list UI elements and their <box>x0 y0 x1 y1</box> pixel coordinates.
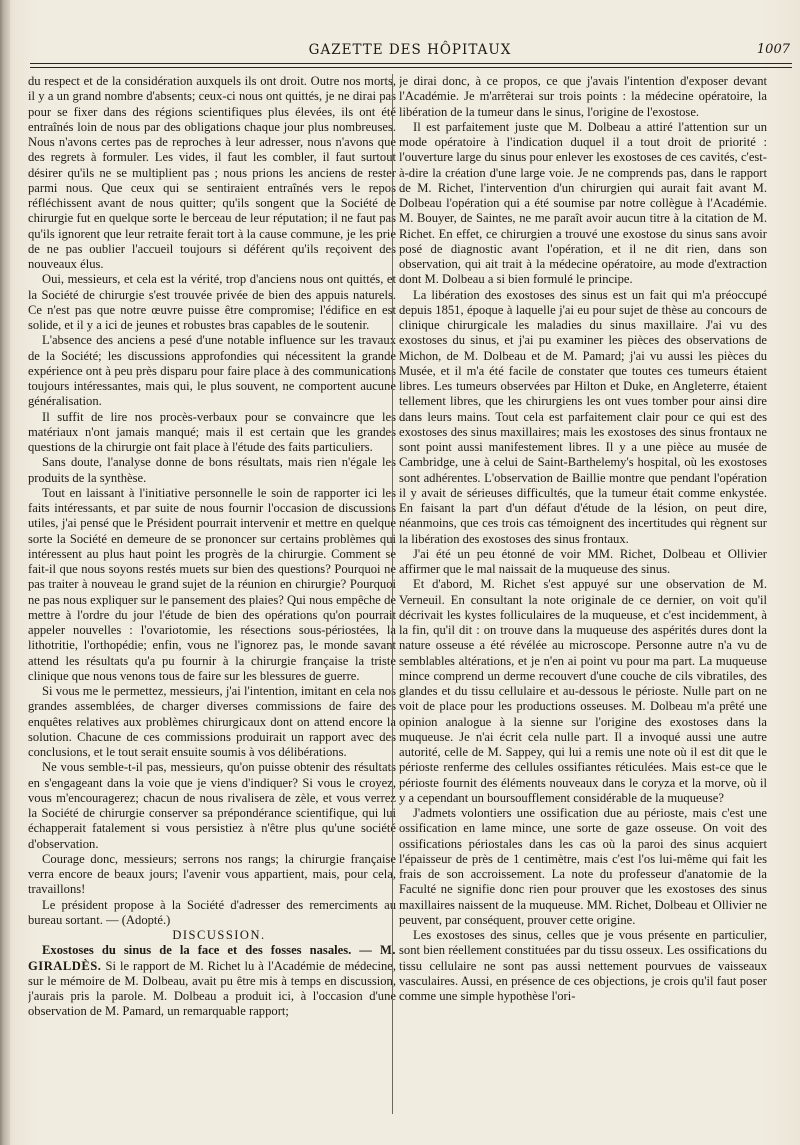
journal-title: GAZETTE DES HÔPITAUX <box>308 42 512 58</box>
paragraph: Tout en laissant à l'initiative personnelle le soin de rapporter ici les faits intéressants, et par suite de nous fournir l'occasion de discussions utiles, j'ai pensé que le Président pourrait intervenir et mettre en quelque sorte la Société en demeure de se prononcer sur certains problèmes qui intéressent au plus haut point les progrès de la chirurgie. Comment se fait-il que nous soyons restés muets sur bien des questions? Pourquoi ne pas traiter à nouveau le grand sujet de la réunion en chirurgie? Pourquoi ne pas nous expliquer sur le pansement des plaies? Qui nous empêche de mettre à l'ordre du jour l'étude de bien des opérations qu'on pourrait appeler nouvelles : l'ovariotomie, les résections sous-périostées, la lithotritie, l'orthopédie; enfin, vous ne l'ignorez pas, le monde savant attend les résultats qu'a pu fournir à la chirurgie française la triste clinique que nous venons tous de faire sur les blessures de guerre. <box>28 485 396 683</box>
paragraph: La libération des exostoses des sinus est un fait qui m'a préoccupé depuis 1851, époque à laquelle j'ai eu pour sujet de thèse au concours de clinique chirurgicale les maladies du sinus maxillaire. J'ai vu des exostoses du sinus, et j'ai pu examiner les pièces des observations de Michon, de M. Dolbeau et de M. Pamard; j'ai vu aussi les pièces du Musée, et il m'a été facile de constater que toutes ces tumeurs étaient libres. Les tumeurs observées par Hilton et Duke, en Angleterre, étaient tellement libres, que les chirurgiens les ont vues tomber pour ainsi dire dans leurs mains. Tout cela est parfaitement clair pour ce qui est des exostoses des sinus maxillaires; mais les exostoses des sinus frontaux ne sont point aussi manifestement libres. Il y a une pièce au musée de Cambridge, une à celui de Saint-Barthelemy's hospital, où les exostoses sont adhérentes. L'observation de Baillie montre que pendant l'opération il y avait de sérieuses difficultés, que la tumeur était comme enkystée. En faisant la part d'un défaut d'étude de la lésion, on peut dire, néanmoins, que ces trois cas témoignent des incertitudes qui règnent sur la libération des exostoses des sinus frontaux. <box>399 287 767 546</box>
discussion-paragraph <box>28 943 396 1019</box>
page-binding-edge <box>0 0 10 1145</box>
discussion-text: Si le rapport de M. Richet lu à l'Académie de médecine, sur le mémoire de M. Dolbeau, avait pu être mis à temps en discussion, j'aurais pris la parole. M. Dolbeau a produit ici, à l'occasion d'une observation de M. Pamard, un remarquable rapport; <box>28 958 396 1019</box>
paragraph: du respect et de la considération auxquels ils ont droit. Outre nos morts, il y a un grand nombre d'absents; ceux-ci nous ont quittés, je ne dirai pas pour se fixer dans des régions scientifiques plus élevées, ils ont été entraînés loin de nous par des obligations chaque jour plus nombreuses. Nous n'avons certes pas de reproches à leur adresser, nous n'avons que des regrets à formuler. Les vides, il faut les combler, il faut surtout désirer qu'ils ne se multiplient pas ; nous prions les anciens de rester parmi nous. Que ceux qui se sentiraient entraînés vers le repos réfléchissent avant de nous quitter; qu'ils songent que la Société de chirurgie fut en quelque sorte le berceau de leur réputation; il ne faut pas qu'ils ignorent que leur retraite ferait tort à la cause commune, je les prie de ne pas oublier l'accueil toujours si déférent qu'ils reçoivent des nouveaux élus. <box>28 74 396 271</box>
paragraph: Il suffit de lire nos procès-verbaux pour se convaincre que les matériaux n'ont jamais manqué; mais il est certain que les grandes questions de la chirurgie ont fait place à l'étude des faits particuliers. <box>28 409 396 454</box>
paragraph: Oui, messieurs, et cela est la vérité, trop d'anciens nous ont quittés, et la Société de chirurgie s'est trouvée privée de bien des appuis naturels. Ce n'est pas que notre œuvre puisse être compromise; l'édifice en est solide, et il y a ici de jeunes et robustes bras capables de le soutenir. <box>28 272 396 332</box>
left-column <box>28 74 396 1134</box>
page-number: 1007 <box>756 42 790 57</box>
paragraph: Si vous me le permettez, messieurs, j'ai l'intention, imitant en cela nos grandes assemblées, de charger diverses commissions de faire des enquêtes relatives aux problèmes chirurgicaux dont on attend encore la solution. Chacune de ces commissions produirait un rapport avec des conclusions, et le tout serait ensuite soumis à vos délibérations. <box>28 684 396 759</box>
paragraph: J'ai été un peu étonné de voir MM. Richet, Dolbeau et Ollivier affirmer que le mal naissait de la muqueuse des sinus. <box>399 546 767 576</box>
header-rule-thin <box>30 67 792 68</box>
discussion-heading: Exostoses du sinus de la face et des fosses nasales. — <box>42 943 372 958</box>
section-title: DISCUSSION. <box>172 928 266 942</box>
right-column <box>399 74 767 1134</box>
column-divider <box>392 74 393 1114</box>
paragraph: je dirai donc, à ce propos, ce que j'avais l'intention d'exposer devant l'Académie. Je m'arrêterai sur trois points : la médecine opératoire, la libération de la tumeur dans le sinus, l'origine de l'exostose. <box>399 74 767 119</box>
paragraph: Les exostoses des sinus, celles que je vous présente en particulier, sont bien réellement constituées par du tissu osseux. Les ossifications du tissu cellulaire ne sont pas aussi nettement pourvues de vaisseaux vasculaires. Aussi, en présence de ces objections, je crois qu'il faut poser comme une simple hypothèse l'ori- <box>399 928 767 1003</box>
discussion-speaker: M. GIRALDÈS. <box>28 943 396 973</box>
paragraph: Il est parfaitement juste que M. Dolbeau a attiré l'attention sur un mode opératoire à l'indication duquel il a tout droit de priorité : l'ouverture large du sinus pour enlever les exostoses de ces cavités, c'est-à-dire la création d'une large voie. Je ne comprends pas, dans le rapport de M. Richet, l'intervention d'un chirurgien qui aurait fait avant M. Dolbeau l'opération qui a été soumise par notre collègue à l'Académie. M. Bouyer, de Saintes, ne me paraît avoir aucun titre à la citation de M. Richet. En effet, ce chirurgien a trouvé une exostose du sinus sans avoir posé de diagnostic avant l'opération, et il ne dit rien, dans son observation, qui ait trait à la médecine opératoire, au mode d'extraction dont M. Dolbeau a si bien formulé le principe. <box>399 119 767 287</box>
paragraph: L'absence des anciens a pesé d'une notable influence sur les travaux de la Société; les discussions approfondies qui nécessitent la grande expérience ont à peu près disparu pour faire place à des communications toujours intéressantes, mais qui, le plus souvent, ne comportent aucune généralisation. <box>28 333 396 409</box>
paragraph: J'admets volontiers une ossification due au périoste, mais c'est une ossification en lame mince, une sorte de gaze osseuse. On voit des ossifications périostales dans les cas où la paroi des sinus acquiert l'épaisseur de près de 1 centimètre, mais c'est l'os lui-même qui fait les frais de son accroissement. La note du professeur d'anatomie de la Faculté ne signifie donc rien pour prouver que les exostoses des sinus maxillaires naissent de la muqueuse. MM. Richet, Dolbeau et Ollivier ne peuvent, par conséquent, prouver cette origine. <box>399 806 767 927</box>
paragraph: Courage donc, messieurs; serrons nos rangs; la chirurgie française verra encore de beaux jours; l'avenir vous appartient, mais, pour cela, travaillons! <box>28 851 396 897</box>
page-header <box>30 38 790 66</box>
header-rule-thick <box>30 63 792 64</box>
paragraph: Ne vous semble-t-il pas, messieurs, qu'on puisse obtenir des résultats en s'engageant dans la voie que je viens d'indiquer? Si vous le croyez, vous m'encouragerez; chacun de nous rivalisera de zèle, et vous verrez la Société de chirurgie conserver sa prépondérance scientifique, qui lui échapperait fatalement si vous persistiez à n'être plus qu'une société d'observation. <box>28 760 396 851</box>
paragraph: Sans doute, l'analyse donne de bons résultats, mais rien n'égale les produits de la synthèse. <box>28 455 396 485</box>
paragraph: Le président propose à la Société d'adresser des remerciments au bureau sortant. — (Adopté.) <box>28 897 396 927</box>
paragraph: Et d'abord, M. Richet s'est appuyé sur une observation de M. Verneuil. En consultant la note originale de ce dernier, on voit qu'il décrivait les kystes folliculaires de la muqueuse, et c'est incidemment, à la fin, qu'il dit : on trouve dans la muqueuse des aspérités dures dont la nature osseuse a été révélée au microscope. Personne autre n'a vu de semblables altérations, et je n'en ai point vu pour ma part. La muqueuse mince comprend un derme recouvert d'une couche de cils vibratiles, des glandes et du tissu cellulaire et au-dessous le périoste. Nulle part on ne voit de place pour les productions osseuses. M. Dolbeau m'a prêté une opinion analogue à la sienne sur l'origine des exostoses dans la muqueuse. Je n'ai écrit cela nulle part. Il a invoqué aussi une autre autorité, celle de M. Sappey, qui lui a remis une note où il est dit que le périoste renferme des cellules ossifiantes réticulées. Mais est-ce que le périoste fournit des éléments nouveaux dans le coryza et la morve, où il y a cependant un boursoufflement considérable de la muqueuse? <box>399 577 767 805</box>
